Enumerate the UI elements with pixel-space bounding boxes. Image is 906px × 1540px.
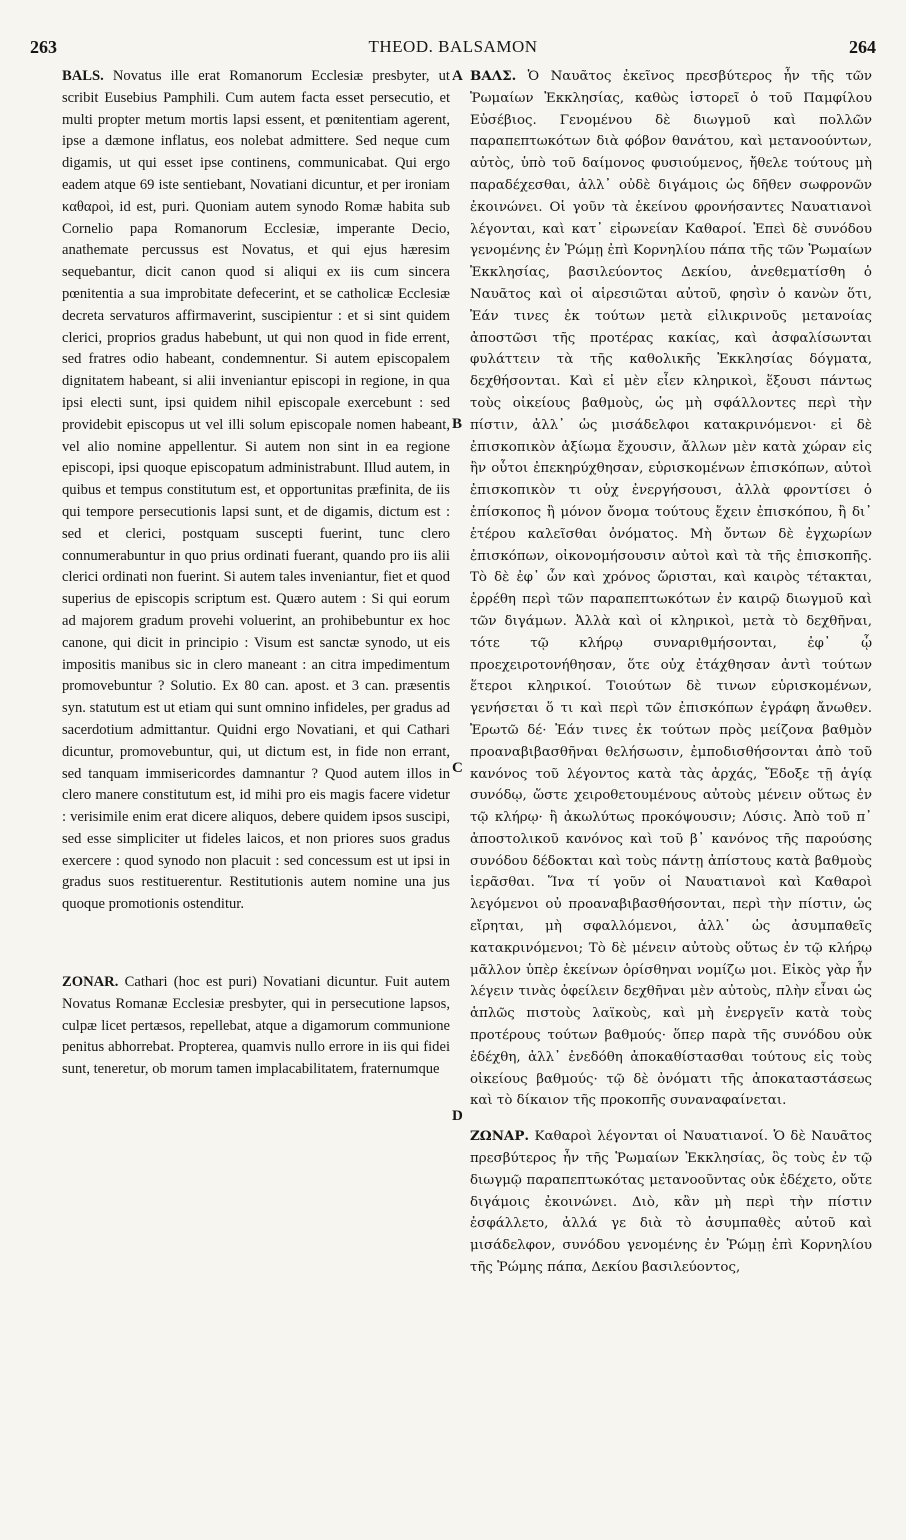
- zonar-greek-text: Καθαροὶ λέγονται οἱ Ναυατιανοί. Ὁ δὲ Ναυᾶτος πρεσβύτερος ἦν τῆς Ῥωμαίων Ἐκκλησίας, ὃς τοὺς ἐν τῷ διωγμῷ παραπεπτωκότας μετανοοῦντας οὐκ ἐδέχετο, οὔτε διγάμοις ἐκοινώνει. Διὸ, κἂν μὴ περὶ τὴν πίστιν ἐσφάλλετο, ἀλλά γε διὰ τὸ ἀσυμπαθὲς αὐτοῦ καὶ μισάδελφον, συνόδου γενομένης ἐν Ῥώμῃ ἐπὶ Κορνηλίου τῆς Ῥώμης πάπα, Δεκίου βασιλεύοντος,: [470, 1129, 872, 1276]
- zonar-latin-paragraph: [62, 972, 450, 1081]
- page-header: [30, 34, 876, 60]
- section-gap: [470, 1112, 872, 1126]
- zonar-latin-text: Cathari (hoc est puri) Novatiani dicuntur. Fuit autem Novatus Romanæ Ecclesiæ presbyter, qui in persecutione lapsos, culpæ licet pertæsos, repellebat, atque a digamorum communione penitus abhorrebat. Propterea, quamvis nullo errore in iis qui fidei sunt, teneretur, ob morum tamen implacabilitatem, fraternumque: [62, 974, 450, 1078]
- bals-latin-text: Novatus ille erat Romanorum Ecclesiæ presbyter, ut scribit Eusebius Pamphili. Cum autem facta esset persecutio, et multi propter metum mortis lapsi essent, et pœnitentiam agerent, ipse a dæmone inflatus, eos nolebat admittere. Sed neque cum digamis, ut qui esset ipse continens, communicabat. Qui ergo eadem atque 69 iste sentiebant, Novatiani dicuntur, et per ironiam καθαροὶ, id est, puri. Quoniam autem synodo Romæ habita sub Cornelio papa Romanorum Ecclesiæ, imperante Decio, anathemate percussus est Novatus, et qui ejus hæresim sequebantur, dicit canon quod si aliqui ex iis cum sincera pœnitentia a sua improbitate defecerint, et se catholicæ Ecclesiæ decreta servaturos affirmaverint, suscipientur : et si sint quidem clerici, proprios gradus habebunt, ut qui non quod in fide errent, sed fratres odio habeant, condemnentur. Si autem episcopalem dignitatem habeant, si alii inveniantur episcopi in regione, in qua ipsi electi sunt, ipsi quidem nihil episcopale exercebunt : sed providebit episcopus ut vel illi solum episcopale nomen habeant, vel alio nomine appellentur. Si autem non sint in ea regione episcopi, ipsi quoque episcopatum administrabunt. Illud autem, in quibus et tempus constitutum est, et opportunitas præfinita, de iis qui tempore persecutionis lapsi sunt, et de digamis, dictum est : sed et clerici, postquam suscepti fuerint, tunc clero connumerabuntur in quo prius ordinati fuerant, quando pro iis alii clerici ordinati non fuerint. Si autem tales inveniantur, fiet et quod superius de episcopis scriptum est. Quæro autem : Si qui eorum ad majorem gradum provehi voluerint, an prohibebuntur ex hoc canone, qui dicit in principio : Visum est sanctæ synodo, ut eis impositis manibus sic in clero maneant : an citra impedimentum promovebuntur ? Solutio. Ex 80 can. apost. et 3 can. præsentis syn. statutum est ut etiam qui sunt omnino infideles, per gradus ad sacerdotium admittantur. Quidni ergo Novatiani, et qui Cathari dicuntur, promovebuntur, qui, ut dictum est, in fide non errant, sed tanquam immisericordes damnantur ? Quod autem illos in clero manere constitutum est, id mihi pro eis magis facere videtur : verisimile enim erat dicere aliquos, debere quidem ipsos suscipi, sed esse simpliciter ut fideles laicos, et non priores suos gradus exercere : quod synodo non placuit : sed concessum est ut ipsi in gradus suos restituerentur. Restitutionis autem nomine una jus quoque promotionis ostenditur.: [62, 68, 450, 913]
- margin-marker-b: B: [452, 416, 463, 432]
- bals-latin-paragraph: [62, 66, 450, 916]
- page-number-right: 264: [849, 36, 876, 57]
- zonar-greek-lead: ΖΩΝΑΡ.: [470, 1128, 530, 1145]
- margin-marker-d: D: [452, 1108, 463, 1124]
- bals-greek-text: Ὁ Ναυᾶτος ἐκεῖνος πρεσβύτερος ἦν τῆς τῶν Ῥωμαίων Ἐκκλησίας, καθὼς ἱστορεῖ ὁ τοῦ Παμφίλου Εὐσέβιος. Γενομένου δὲ διωγμοῦ καὶ πολλῶν παραπεπτωκότων διὰ φόβον θανάτου, καὶ μετανοούντων, αὐτὸς, ὑπὸ τοῦ δαίμονος φυσιούμενος, ἤθελε τούτους μὴ παραδέχεσθαι, ἀλλ᾿ οὐδὲ διγάμοις ὡς δῆθεν σωφρονῶν ἐκοινώνει. Οἱ γοῦν τὰ ἐκείνου φρονήσαντες Ναυατιανοὶ λέγονται, καὶ κατ᾿ εἰρωνείαν Καθαροί. Ἐπεὶ δὲ συνόδου γενομένης ἐν Ῥώμῃ ἐπὶ Κορνηλίου πάπα τῆς τῶν Ῥωμαίων Ἐκκλησίας, βασιλεύοντος Δεκίου, ἀνεθεματίσθη ὁ Ναυᾶτος καὶ οἱ αἱρεσιῶται αὐτοῦ, φησὶν ὁ κανὼν ὅτι, Ἐάν τινες ἐκ τούτων μετὰ εἰλικρινοῦς μετανοίας ἀποστῶσι τῆς προτέρας κακίας, καὶ ἀσφαλίσωνται φυλάττειν τὰ τῆς καθολικῆς Ἐκκλησίας δόγματα, δεχθήσονται. Καὶ εἰ μὲν εἶεν κληρικοὶ, ἕξουσι πάντως τοὺς οἰκείους βαθμοὺς, ὡς μὴ σφάλλοντες περὶ τὴν πίστιν, ἀλλ᾿ ὡς μισάδελφοι κατακρινόμενοι· εἰ δὲ ἐπισκοπικὸν ἀξίωμα ἔχουσιν, ἄλλων μὲν κατὰ χώραν εἰς ἣν οὗτοι ἐπεκηρύχθησαν, εὑρισκομένων ἐπισκόπων, αὐτοὶ ἐπισκοπικὸν τι οὐχ ἐνεργήσουσι, ἀλλὰ φροντίσει ὁ ἐπίσκοπος ἢ μόνον ὄνομα τούτους ἔχειν ἐπισκόπου, ἢ δι᾿ ἑτέρου καλεῖσθαι ὀνόματος. Μὴ ὄντων δὲ ἐγχωρίων ἐπισκόπων, οἰκονομήσουσιν αὐτοὶ καὶ τὰ τῆς ἐπισκοπῆς. Τὸ δὲ ἐφ᾿ ὧν καὶ χρόνος ὥρισται, καὶ καιρὸς τέτακται, ἐρρέθη περὶ τῶν παραπεπτωκότων ἐν καιρῷ διωγμοῦ καὶ τῶν διγάμων. Ἀλλὰ καὶ οἱ κληρικοὶ, μετὰ τὸ δεχθῆναι, τότε τῷ κλήρῳ συναριθμήσονται, ἐφ᾿ ᾧ προεχειροτονήθησαν, ὅτε οὐχ ἐτάχθησαν ἀντὶ τούτων ἕτεροι κληρικοί. Τοιούτων δὲ τινων εὑρισκομένων, γενήσεται ὅ τι καὶ περὶ τῶν ἐπισκόπων ἐγράφη ἄνωθεν. Ἐρωτῶ δέ· Ἐάν τινες ἐκ τούτων πρὸς μείζονα βαθμὸν προαναβιβασθῆναι θελήσωσιν, ἐμποδισθήσονται ἀπὸ τοῦ κανόνος τοῦ λέγοντος κατὰ τὰς ἀρχάς, Ἔδοξε τῇ ἁγίᾳ συνόδῳ, ὥστε χειροθετουμένους αὐτοὺς μένειν οὕτως ἐν τῷ κλήρῳ· ἢ ἀκωλύτως προκόψουσιν; Λύσις. Ἀπὸ τοῦ π᾿ ἀποστολικοῦ κανόνος καὶ τοῦ β᾿ κανόνος τῆς παρούσης συνόδου δέδοκται καὶ τοὺς πάντῃ ἀπίστους κατὰ βαθμοὺς ἱερᾶσθαι. Ἵνα τί γοῦν οἱ Ναυατιανοὶ καὶ Καθαροὶ λεγόμενοι οὐ προαναβιβασθήσονται, περὶ τὴν πίστιν, ὡς εἴρηται, μὴ σφαλλόμενοι, ἀλλ᾿ ὡς ἀσυμπαθεῖς κατακρινόμενοι; Τὸ δὲ μένειν αὐτοὺς οὕτως ἐν τῷ κλήρῳ μᾶλλον ὑπὲρ ἐκείνων ὁρίσθηναι νομίζω μοι. Εἰκὸς γὰρ ἦν λέγειν τινὰς ὀφείλειν δεχθῆναι μὲν αὐτοὺς, πλὴν εἶναι ὡς ἁπλῶς πιστοὺς λαϊκοὺς, καὶ μὴ ἐνεργεῖν κατὰ τοὺς προτέρους τούτων βαθμούς· ὅπερ παρὰ τῆς συνόδου οὐκ ἐδέχθη, ἀλλ᾿ ἐνεδόθη ἀποκαθίστασθαι τούτους εἰς τοὺς οἰκείους βαθμούς· τῷ δὲ ὀνόματι τῆς ἀποκαταστάσεως καὶ τὸ δίκαιον τῆς προκοπῆς συναναφαίνεται.: [470, 69, 872, 1109]
- section-gap: [62, 916, 450, 972]
- page-number-left: 263: [30, 36, 57, 57]
- margin-marker-a: A: [452, 68, 463, 84]
- latin-column: [62, 66, 450, 1081]
- bals-greek-lead: ΒΑΛΣ.: [470, 68, 517, 84]
- margin-marker-c: C: [452, 760, 463, 776]
- running-title: THEOD. BALSAMON: [368, 37, 538, 56]
- zonar-latin-lead: ZONAR.: [62, 974, 119, 991]
- bals-latin-lead: BALS.: [62, 68, 104, 84]
- zonar-greek-paragraph: [470, 1126, 872, 1279]
- greek-column: [470, 66, 872, 1279]
- bals-greek-paragraph: [470, 66, 872, 1112]
